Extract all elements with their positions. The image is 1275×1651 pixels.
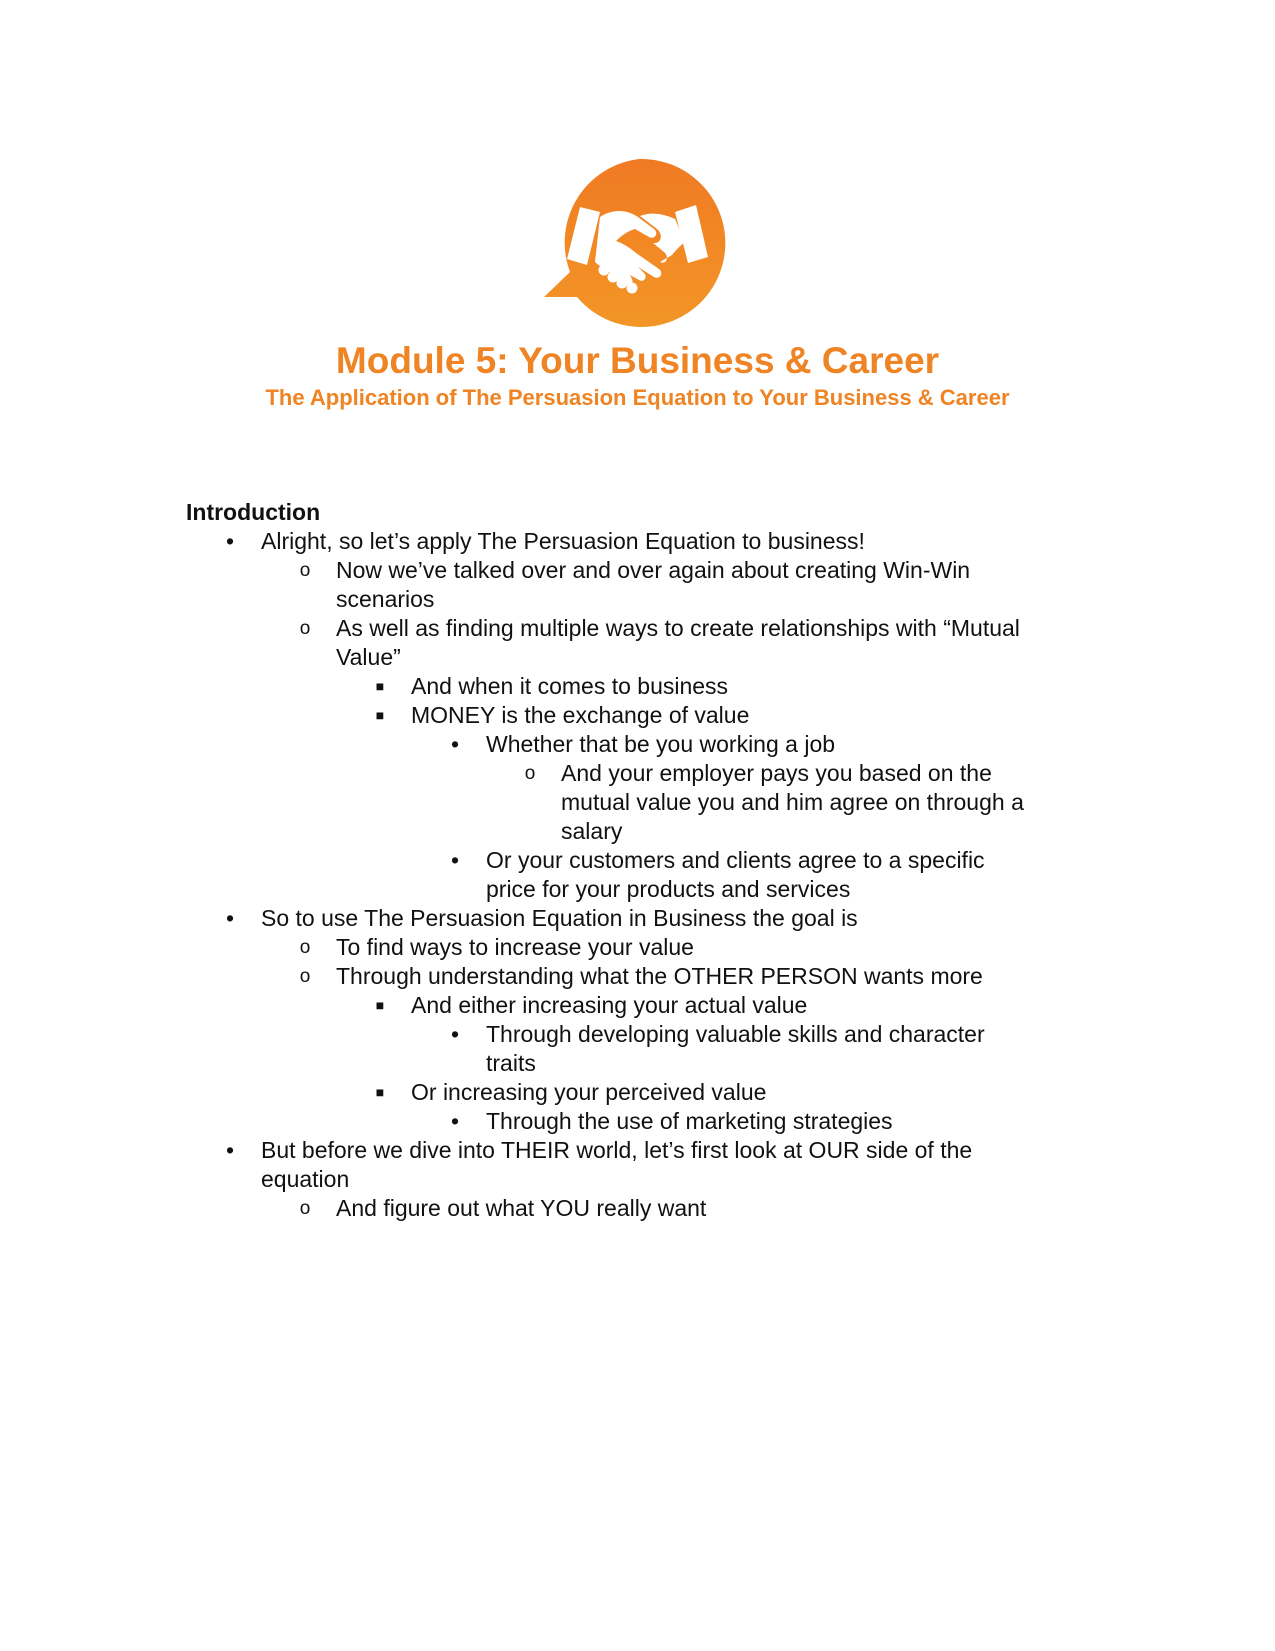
list-item-text: Through developing valuable skills and character traits [486, 1021, 985, 1076]
list-item [186, 991, 1086, 1020]
list-item [186, 904, 1086, 933]
list-item [186, 1020, 1086, 1078]
bullet-disc-icon: • [225, 905, 235, 931]
list-item-text: As well as finding multiple ways to create relationships with “Mutual Value” [336, 615, 1020, 670]
list-item-text: Whether that be you working a job [486, 731, 836, 757]
list-item-text: And either increasing your actual value [411, 992, 808, 1018]
list-item-text: To find ways to increase your value [336, 934, 694, 960]
list-item [186, 962, 1086, 991]
bullet-square-icon: ■ [375, 678, 385, 694]
list-item [186, 701, 1086, 730]
list-item [186, 1078, 1086, 1107]
list-item [186, 556, 1086, 614]
list-item [186, 1107, 1086, 1136]
list-item-text: Through understanding what the OTHER PERSON wants more [336, 963, 983, 989]
list-item [186, 933, 1086, 962]
bullet-disc-icon: • [225, 528, 235, 554]
bullet-circle-icon: o [299, 966, 311, 987]
list-item [186, 1136, 1086, 1194]
list-item [186, 759, 1086, 846]
bullet-disc-icon: • [450, 731, 460, 757]
bullet-square-icon: ■ [375, 1084, 385, 1100]
bullet-circle-icon: o [524, 763, 536, 784]
list-item [186, 672, 1086, 701]
outline-list [186, 527, 1086, 1223]
list-item-text: MONEY is the exchange of value [411, 702, 750, 728]
list-item-text: And figure out what YOU really want [336, 1195, 707, 1221]
list-item-text: Now we’ve talked over and over again about creating Win-Win scenarios [336, 557, 971, 612]
list-item-text: And your employer pays you based on the mutual value you and him agree on through a salary [561, 760, 1024, 844]
list-item-text: Or increasing your perceived value [411, 1079, 767, 1105]
list-item [186, 1194, 1086, 1223]
list-item [186, 527, 1086, 556]
bullet-disc-icon: • [450, 847, 460, 873]
section-heading: Introduction [186, 499, 321, 525]
list-item-text: Through the use of marketing strategies [486, 1108, 893, 1134]
list-item [186, 614, 1086, 672]
bullet-circle-icon: o [299, 618, 311, 639]
bullet-disc-icon: • [450, 1021, 460, 1047]
page-title: Module 5: Your Business & Career [335, 340, 940, 381]
handshake-speech-bubble-icon [542, 157, 727, 332]
bullet-circle-icon: o [299, 1198, 311, 1219]
bullet-disc-icon: • [225, 1137, 235, 1163]
bullet-circle-icon: o [299, 560, 311, 581]
list-item-text: And when it comes to business [411, 673, 729, 699]
bullet-circle-icon: o [299, 937, 311, 958]
page-subtitle: The Application of The Persuasion Equation to Your Business & Career [265, 385, 1010, 410]
list-item [186, 846, 1086, 904]
list-item-text: Or your customers and clients agree to a specific price for your products and services [486, 847, 985, 902]
bullet-square-icon: ■ [375, 707, 385, 723]
list-item-text: Alright, so let’s apply The Persuasion Equation to business! [261, 528, 865, 554]
bullet-square-icon: ■ [375, 997, 385, 1013]
bullet-disc-icon: • [450, 1108, 460, 1134]
list-item [186, 730, 1086, 759]
list-item-text: But before we dive into THEIR world, let’s first look at OUR side of the equation [261, 1137, 973, 1192]
list-item-text: So to use The Persuasion Equation in Business the goal is [261, 905, 858, 931]
